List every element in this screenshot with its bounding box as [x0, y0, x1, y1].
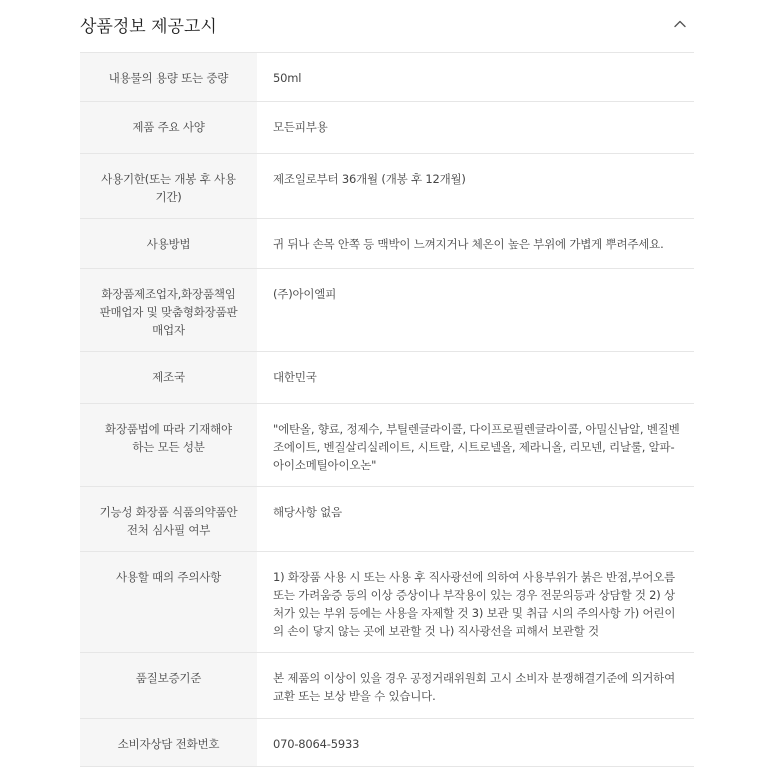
row-label-ingredients: 화장품법에 따라 기재해야 하는 모든 성분	[80, 403, 257, 486]
row-value-ingredients: "에탄올, 향료, 정제수, 부틸렌글라이콜, 다이프로필렌글라이콜, 아밀신남알, 벤질벤조에이트, 벤질살리실레이트, 시트랄, 시트로넬올, 제라니올, 리모넨, 리날룰, 알파-아이소메틸아이오논"	[273, 421, 680, 472]
table-row	[80, 351, 694, 403]
row-label-specification: 제품 주요 사양	[80, 101, 257, 153]
table-row	[80, 551, 694, 652]
section-title: 상품정보 제공고시	[80, 16, 217, 37]
product-info-table	[80, 53, 694, 767]
row-label-functional: 기능성 화장품 식품의약품안전처 심사필 여부	[80, 486, 257, 551]
row-value-specification: 모든피부용	[273, 119, 328, 134]
row-value-usage: 귀 뒤나 손목 안쪽 등 맥박이 느껴지거나 체온이 높은 부위에 가볍게 뿌려주세요.	[273, 236, 664, 251]
row-label-country: 제조국	[80, 351, 257, 403]
row-value-expiry: 제조일로부터 36개월 (개봉 후 12개월)	[273, 171, 466, 186]
row-label-expiry: 사용기한(또는 개봉 후 사용기간)	[80, 153, 257, 218]
row-label-manufacturer: 화장품제조업자,화장품책임판매업자 및 맞춤형화장품판매업자	[80, 268, 257, 351]
table-row	[80, 486, 694, 551]
row-label-quality: 품질보증기준	[80, 652, 257, 718]
table-row	[80, 218, 694, 268]
accordion-header[interactable]	[80, 0, 694, 53]
row-label-capacity: 내용물의 용량 또는 중량	[80, 53, 257, 101]
row-value-country: 대한민국	[273, 369, 317, 384]
row-label-usage: 사용방법	[80, 218, 257, 268]
table-row	[80, 403, 694, 486]
table-row	[80, 53, 694, 101]
table-row	[80, 101, 694, 153]
row-value-functional: 해당사항 없음	[273, 504, 342, 519]
row-value-phone: 070-8064-5933	[273, 736, 360, 751]
table-row	[80, 268, 694, 351]
row-value-capacity: 50ml	[273, 71, 302, 85]
chevron-up-icon-glyph	[673, 17, 687, 31]
row-value-quality: 본 제품의 이상이 있을 경우 공정거래위원회 고시 소비자 분쟁해결기준에 의거하여 교환 또는 보상 받을 수 있습니다.	[273, 670, 676, 703]
table-row	[80, 652, 694, 718]
row-value-manufacturer: (주)아이엘피	[273, 286, 337, 301]
table-row	[80, 153, 694, 218]
row-value-precautions: 1) 화장품 사용 시 또는 사용 후 직사광선에 의하여 사용부위가 붉은 반점,부어오름 또는 가려움증 등의 이상 증상이나 부작용이 있는 경우 전문의등과 상담할 것 2) 상처가 있는 부위 등에는 사용을 자제할 것 3) 보관 및 취급 시의 주의사항 가) 어린이의 손이 닿지 않는 곳에 보관할 것 나) 직사광선을 피해서 보관할 것	[273, 569, 676, 638]
chevron-up-icon[interactable]	[668, 12, 692, 36]
product-info-notice-panel	[80, 0, 694, 767]
row-label-precautions: 사용할 때의 주의사항	[80, 551, 257, 652]
row-label-phone: 소비자상담 전화번호	[80, 718, 257, 766]
table-row	[80, 718, 694, 766]
